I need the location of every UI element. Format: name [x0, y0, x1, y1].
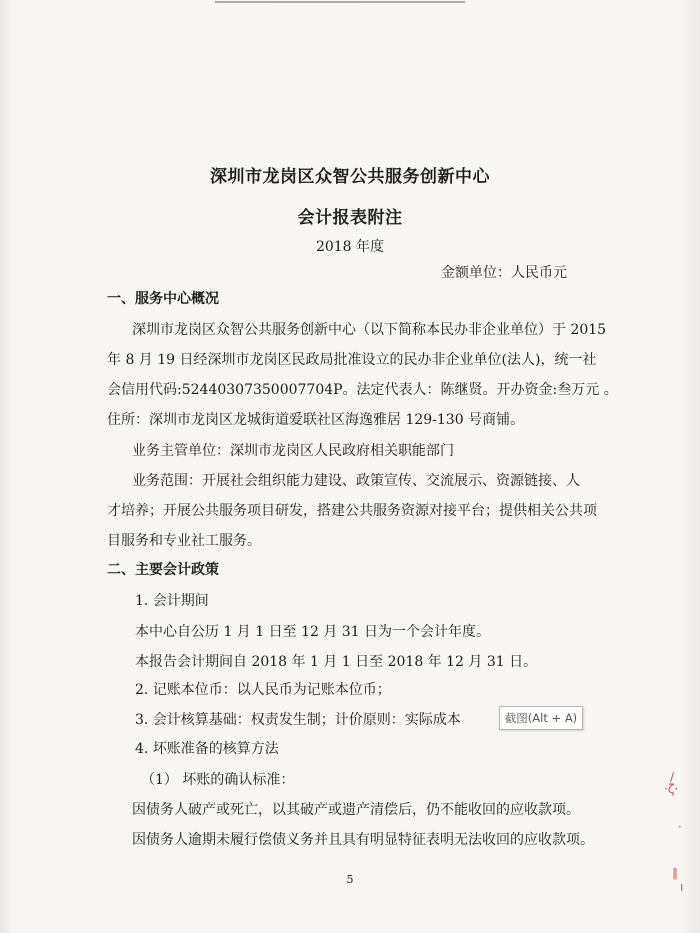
report-year: 2018 年度 — [315, 239, 385, 255]
currency-unit: 金额单位：人民币元 — [441, 265, 567, 281]
item1-line: 本报告会计期间自 2018 年 1 月 1 日至 2018 年 12 月 31 日。 — [135, 654, 538, 670]
item4-title: 4. 坏账准备的核算方法 — [135, 741, 279, 757]
paragraph-line: 年 8 月 19 日经深圳市龙岗区民政局批准设立的民办非企业单位(法人)，统一社 — [107, 352, 597, 368]
scan-edge-line — [215, 1, 465, 3]
item4-line: 因债务人破产或死亡，以其破产或遗产清偿后，仍不能收回的应收款项。 — [132, 802, 580, 818]
scope-line: 才培养；开展公共服务项目研发，搭建公共服务资源对接平台；提供相关公共项 — [107, 503, 597, 519]
page-number: 5 — [346, 873, 354, 886]
section1-heading: 一、服务中心概况 — [107, 291, 219, 307]
section2-heading: 二、主要会计政策 — [107, 562, 219, 578]
org-title: 深圳市龙岗区众智公共服务创新中心 — [210, 167, 490, 187]
item4-line: 因债务人逾期未履行偿债义务并且具有明显特征表明无法收回的应收款项。 — [132, 832, 594, 848]
supervisor-line: 业务主管单位：深圳市龙岗区人民政府相关职能部门 — [132, 443, 454, 459]
scope-line: 目服务和专业社工服务。 — [107, 533, 261, 549]
item4-sub: （1） 坏账的确认标准： — [141, 772, 295, 788]
screenshot-tooltip: 截图(Alt + A) — [499, 706, 583, 730]
scope-line: 业务范围：开展社会组织能力建设、政策宣传、交流展示、资源链接、人 — [132, 473, 580, 489]
paragraph-line: 住所：深圳市龙岗区龙城街道爱联社区海逸雅居 129-130 号商铺。 — [107, 412, 525, 428]
item2-line: 2. 记账本位币：以人民币为记账本位币； — [135, 682, 391, 698]
item1-title: 1. 会计期间 — [135, 593, 209, 609]
paragraph-line: 深圳市龙岗区众智公共服务创新中心（以下简称本民办非企业单位）于 2015 — [132, 322, 607, 338]
item1-line: 本中心自公历 1 月 1 日至 12 月 31 日为一个会计年度。 — [135, 624, 491, 640]
report-title: 会计报表附注 — [297, 208, 403, 228]
item3-line: 3. 会计核算基础：权责发生制；计价原则：实际成本 — [135, 712, 461, 728]
paragraph-line: 会信用代码:52440307350007704P。法定代表人：陈继贤。开办资金:叁万元 。 — [107, 382, 618, 398]
red-seal-stamp: ∕ ·ζ· · ∥ ı — [664, 770, 684, 894]
